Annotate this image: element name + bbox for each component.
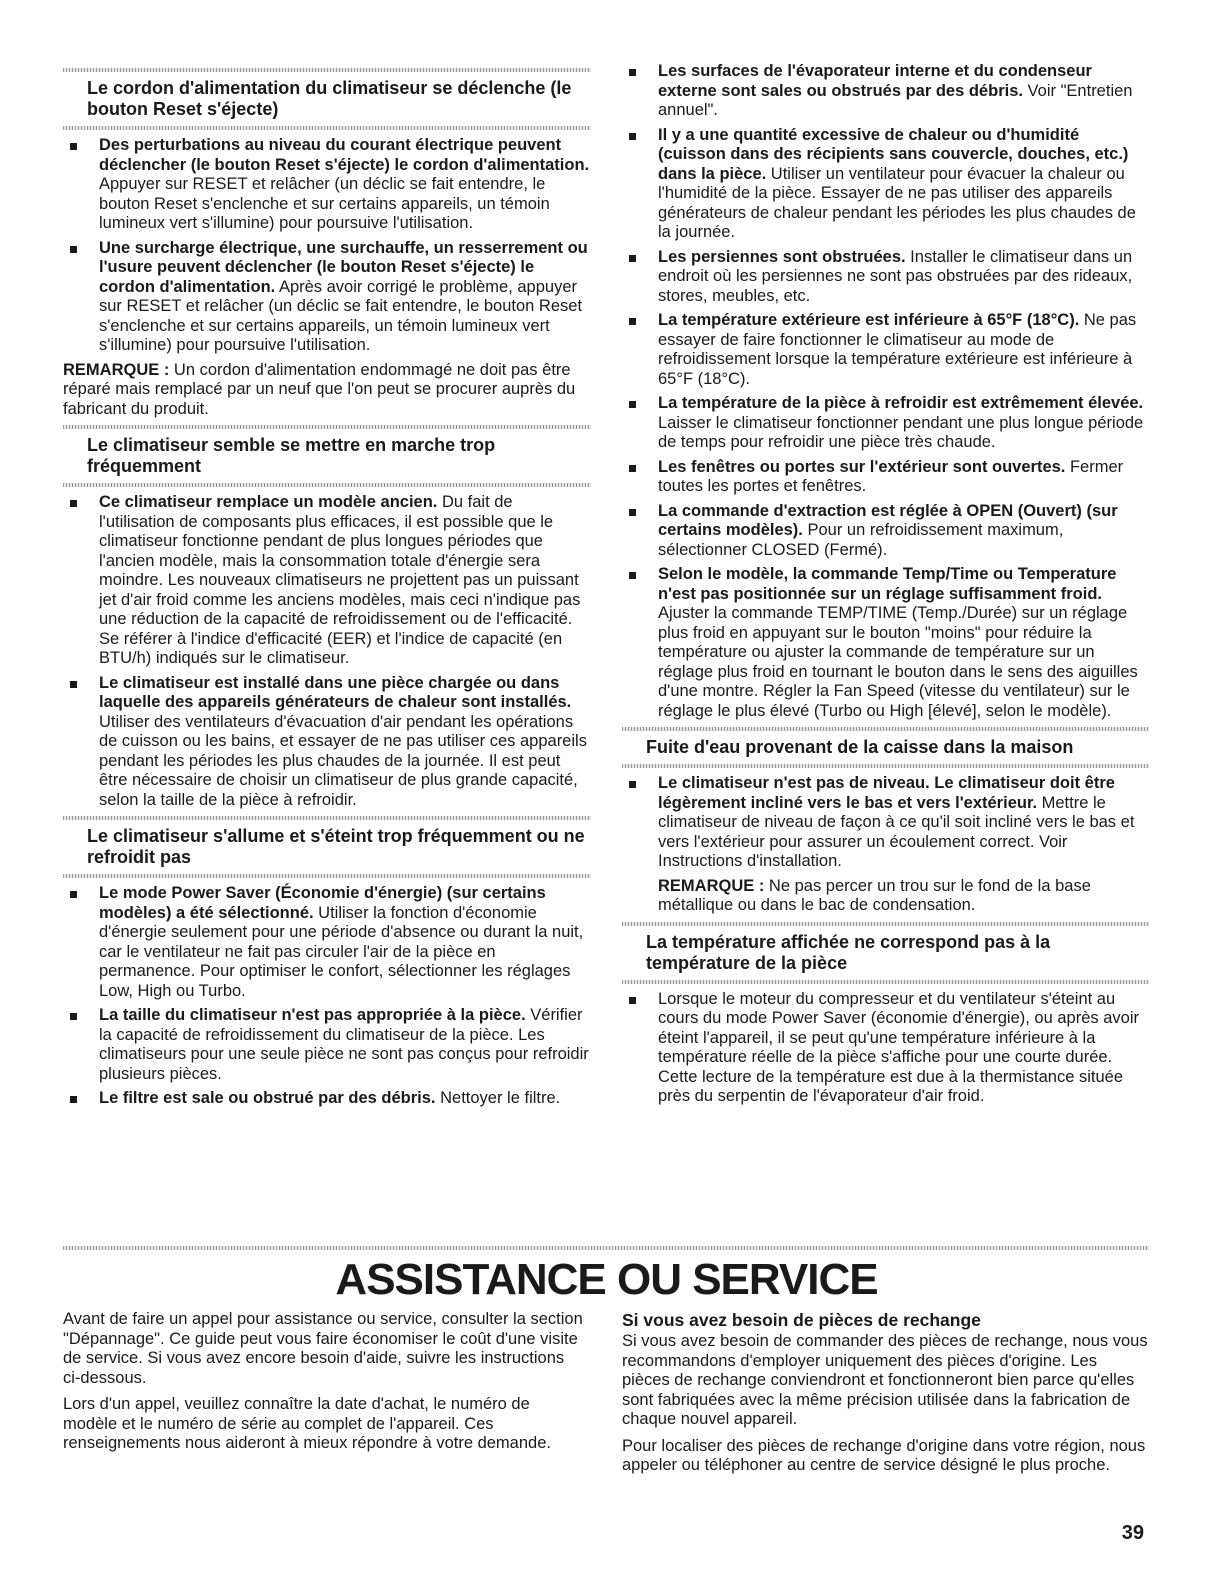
list-item: Le mode Power Saver (Économie d'énergie) (sur certains modèles) a été sélectionné. Utiliser la fonction d'économie d'énergie seulement pour une période d'absence ou durant la nuit, car le ventilateur ne fait pas circuler l'air de la pièce en permanence. Pour optimiser le confort, sélectionner les réglages Low, High ou Turbo. <box>63 884 591 1001</box>
list-item: Une surcharge électrique, une surchauffe, un resserrement ou l'usure peuvent déclencher (le bouton Reset s'éjecte) le cordon d'alimentation. Après avoir corrigé le problème, appuyer sur RESET et relâcher (un déclic se fait entendre, le bouton Reset s'enclenche et sur certains appareils, un témoin lumineux vert s'illumine) pour poursuive l'utilisation. <box>63 239 591 356</box>
paragraph: Lors d'un appel, veuillez connaître la date d'achat, le numéro de modèle et le numéro de série au complet de l'appareil. Ces renseignements nous aideront à mieux répondre à votre demande. <box>63 1395 551 1452</box>
list-item: Les surfaces de l'évaporateur interne et du condenseur externe sont sales ou obstrués par des débris. Voir "Entretien annuel". <box>622 62 1149 121</box>
divider <box>63 1246 1149 1250</box>
bullet-icon <box>629 509 636 516</box>
list-item: La température extérieure est inférieure à 65°F (18°C). Ne pas essayer de faire fonctionner le climatiseur au mode de refroidissement lorsque la température extérieure est inférieure à 65°F (18°C). <box>622 311 1149 389</box>
list-item: Lorsque le moteur du compresseur et du ventilateur s'éteint au cours du mode Power Saver (économie d'énergie), ou après avoir éteint l'appareil, il se peut qu'une température inférieure à la température réelle de la pièce s'affiche pour une courte durée. Cette lecture de la température est due à la thermistance située près du serpentin de l'évaporateur d'air froid. <box>622 990 1149 1107</box>
list-item: La taille du climatiseur n'est pas appropriée à la pièce. Vérifier la capacité de refroidissement du climatiseur de la pièce. Les climatiseurs pour une seule pièce ne sont pas conçus pour refroidir plusieurs pièces. <box>63 1006 591 1084</box>
page-title: ASSISTANCE OU SERVICE <box>335 1255 878 1304</box>
divider <box>63 126 591 130</box>
section-heading: Le climatiseur semble se mettre en marche trop fréquemment <box>87 435 496 476</box>
bullet-icon <box>629 997 636 1004</box>
bullet-icon <box>70 500 77 507</box>
service-right-column <box>622 1310 1149 1483</box>
note: REMARQUE : Un cordon d'alimentation endommagé ne doit pas être réparé mais remplacé par un neuf que l'on peut se procurer auprès du fabricant du produit. <box>63 360 576 418</box>
subsection-heading: Si vous avez besoin de pièces de rechange <box>622 1310 981 1330</box>
bullet-icon <box>629 781 636 788</box>
bullet-icon <box>70 681 77 688</box>
paragraph: Avant de faire un appel pour assistance ou service, consulter la section "Dépannage". Ce guide peut vous faire économiser le coût d'une visite de service. Si vous avez encore besoin d'aide, suivre les instructions ci-dessous. <box>63 1310 583 1387</box>
bullet-icon <box>629 318 636 325</box>
divider <box>622 922 1149 926</box>
bullet-icon <box>629 572 636 579</box>
bullet-icon <box>70 1096 77 1103</box>
list-item: La commande d'extraction est réglée à OPEN (Ouvert) (sur certains modèles). Pour un refroidissement maximum, sélectionner CLOSED (Fermé). <box>622 502 1149 561</box>
bullet-icon <box>70 1013 77 1020</box>
section-heading: Fuite d'eau provenant de la caisse dans la maison <box>646 737 1074 757</box>
list-item: Il y a une quantité excessive de chaleur ou d'humidité (cuisson dans des récipients sans couvercle, douches, etc.) dans la pièce. Utiliser un ventilateur pour évacuer la chaleur ou l'humidité de la pièce. Essayer de ne pas utiliser des appareils générateurs de chaleur pendant les périodes les plus chaudes de la journée. <box>622 126 1149 243</box>
bullet-icon <box>629 401 636 408</box>
page-number: 39 <box>1121 1522 1144 1544</box>
divider <box>622 727 1149 731</box>
divider <box>63 68 591 72</box>
paragraph: Si vous avez besoin de commander des pièces de rechange, nous vous recommandons d'employer uniquement des pièces d'origine. Les pièces de rechange conviendront et fonctionneront bien parce qu'elles sont fabriquées avec la même précision utilisée dans la fabrication de chaque nouvel appareil. <box>622 1332 1148 1428</box>
list-item: Le climatiseur n'est pas de niveau. Le climatiseur doit être légèrement incliné vers le bas et vers l'extérieur. Mettre le climatiseur de niveau de façon à ce qu'il soit incliné vers le bas et vers l'extérieur pour assurer un écoulement correct. Voir Instructions d'installation. <box>622 774 1149 872</box>
list-item: Des perturbations au niveau du courant électrique peuvent déclencher (le bouton Reset s'éjecte) le cordon d'alimentation. Appuyer sur RESET et relâcher (un déclic se fait entendre, le bouton Reset s'enclenche et sur certains appareils, un témoin lumineux vert s'illumine) pour poursuive l'utilisation. <box>63 136 591 234</box>
bullet-icon <box>629 465 636 472</box>
note: REMARQUE : Ne pas percer un trou sur le fond de la base métallique ou dans le bac de condensation. <box>658 876 1091 914</box>
divider <box>63 483 591 487</box>
section-heading: La température affichée ne correspond pas à la température de la pièce <box>646 931 1051 973</box>
bullet-icon <box>70 143 77 150</box>
divider <box>622 980 1149 984</box>
list-item: Selon le modèle, la commande Temp/Time ou Temperature n'est pas positionnée sur un réglage suffisamment froid. Ajuster la commande TEMP/TIME (Temp./Durée) sur un réglage plus froid en appuyant sur le bouton "moins" pour réduire la température ou ajuster la commande de température sur un réglage plus froid en tournant le bouton dans le sens des aiguilles d'une montre. Régler la Fan Speed (vitesse du ventilateur) sur le réglage le plus élevé (Turbo ou High [élevé], selon le modèle). <box>622 565 1149 721</box>
section-heading: Le climatiseur s'allume et s'éteint trop fréquemment ou ne refroidit pas <box>87 826 585 867</box>
divider <box>63 425 591 429</box>
section-heading: Le cordon d'alimentation du climatiseur se déclenche (le bouton Reset s'éjecte) <box>87 78 572 119</box>
bullet-icon <box>629 133 636 140</box>
left-column <box>63 62 591 1114</box>
divider <box>63 874 591 878</box>
bullet-icon <box>70 891 77 898</box>
list-item: La température de la pièce à refroidir est extrêmement élevée. Laisser le climatiseur fonctionner pendant une plus longue période de temps pour refroidir une pièce très chaude. <box>622 394 1149 453</box>
divider <box>63 816 591 820</box>
bullet-icon <box>70 246 77 253</box>
list-item: Les fenêtres ou portes sur l'extérieur sont ouvertes. Fermer toutes les portes et fenêtres. <box>622 458 1149 497</box>
divider <box>622 764 1149 768</box>
paragraph: Pour localiser des pièces de rechange d'origine dans votre région, nous appeler ou téléphoner au centre de service désigné le plus proche. <box>622 1436 1146 1474</box>
list-item: Ce climatiseur remplace un modèle ancien. Du fait de l'utilisation de composants plus efficaces, il est possible que le climatiseur fonctionne pendant de plus longues périodes que l'ancien modèle, mais la consommation totale d'énergie sera moindre. Les nouveaux climatiseurs ne projettent pas un puissant jet d'air froid comme les anciens modèles, mais ceci n'indique pas une réduction de la capacité de refroidissement ou de l'efficacité. Se référer à l'indice d'efficacité (EER) et l'indice de capacité (en BTU/h) indiqués sur le climatiseur. <box>63 493 591 669</box>
service-left-column <box>63 1310 583 1461</box>
right-column <box>622 62 1149 1112</box>
bullet-icon <box>629 69 636 76</box>
list-item: Les persiennes sont obstruées. Installer le climatiseur dans un endroit où les persiennes ne sont pas obstruées par des rideaux, stores, meubles, etc. <box>622 248 1149 307</box>
list-item: Le climatiseur est installé dans une pièce chargée ou dans laquelle des appareils générateurs de chaleur sont installés. Utiliser des ventilateurs d'évacuation d'air pendant les opérations de cuisson ou les bains, et essayer de ne pas utiliser ces appareils pendant les périodes les plus chaudes de la journée. Il est peut être nécessaire de choisir un climatiseur de plus grande capacité, selon la taille de la pièce à refroidir. <box>63 674 591 811</box>
list-item: Le filtre est sale ou obstrué par des débris. Nettoyer le filtre. <box>63 1089 591 1109</box>
bullet-icon <box>629 255 636 262</box>
